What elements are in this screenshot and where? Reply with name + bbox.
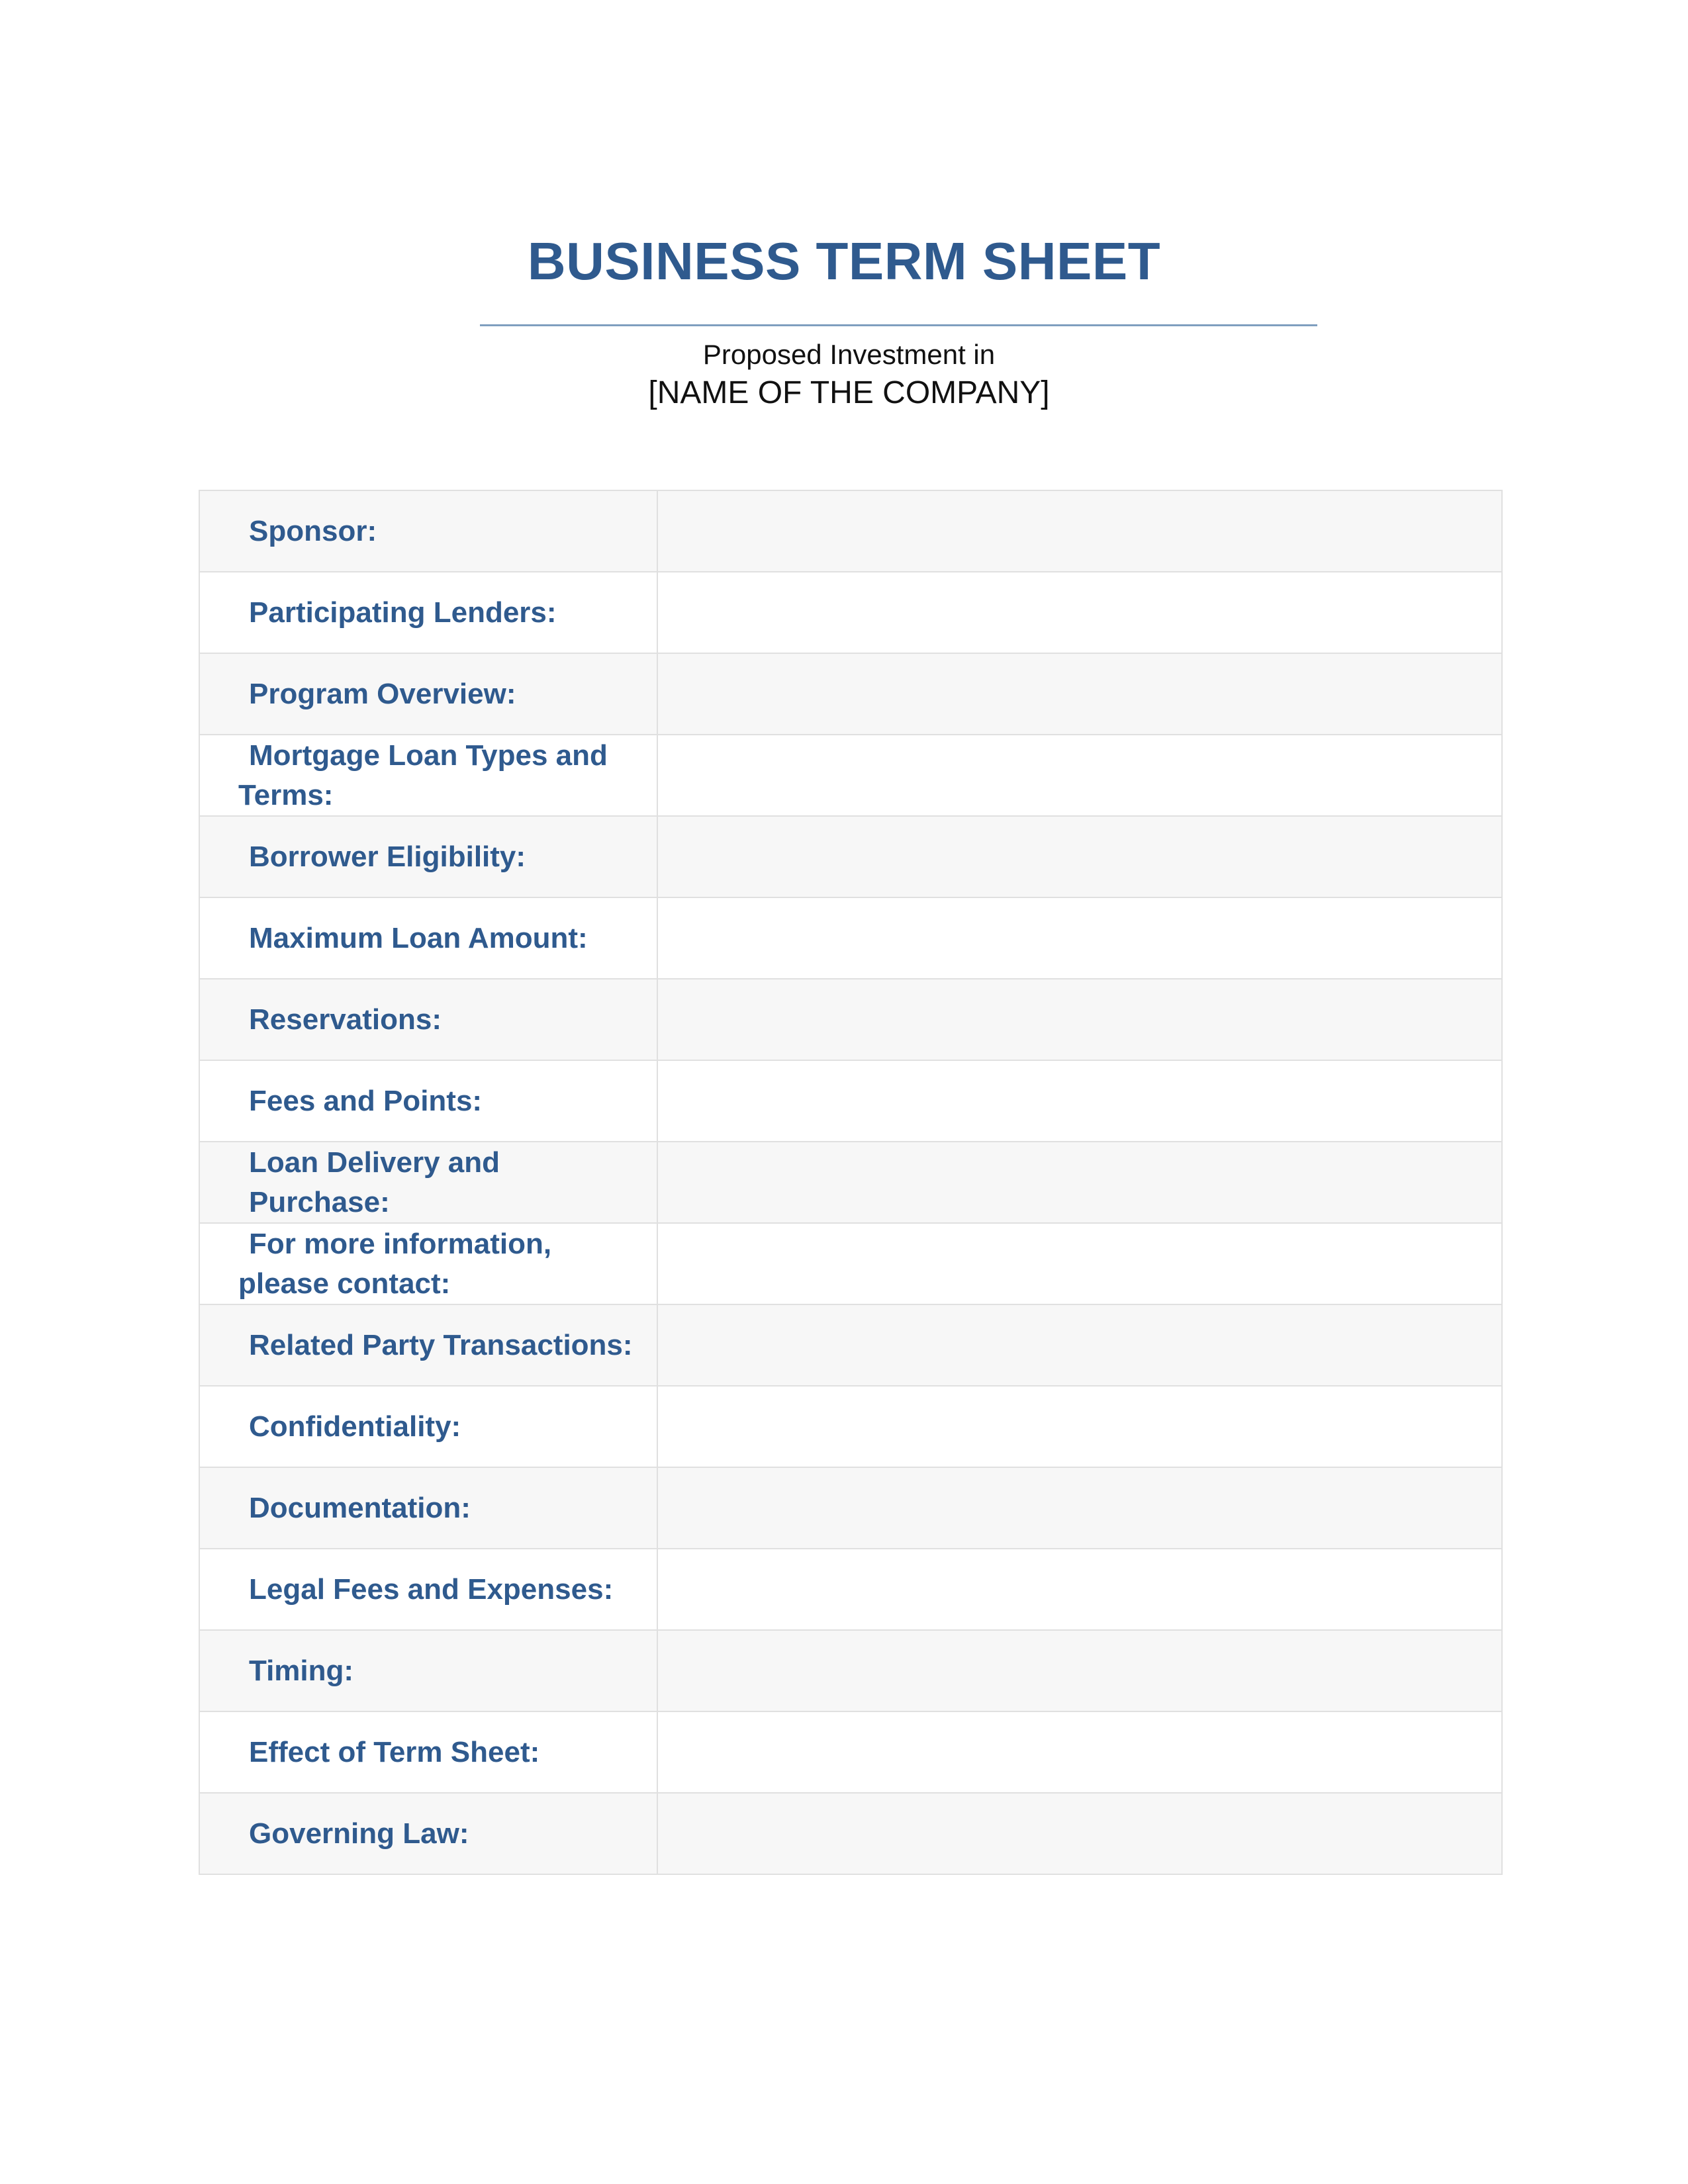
table-row xyxy=(199,1793,1502,1874)
term-value-cell[interactable] xyxy=(657,1223,1502,1304)
term-label: Maximum Loan Amount: xyxy=(249,921,588,954)
term-label-cell xyxy=(199,1467,657,1549)
term-label: For more information, please contact: xyxy=(238,1227,552,1300)
table-row xyxy=(199,1630,1502,1711)
term-label-cell xyxy=(199,735,657,816)
table-row xyxy=(199,1223,1502,1304)
term-label-cell xyxy=(199,572,657,653)
document-subtitle: Proposed Investment in xyxy=(702,339,996,370)
term-value-cell[interactable] xyxy=(657,1711,1502,1793)
term-label-cell xyxy=(199,1630,657,1711)
term-label: Documentation: xyxy=(249,1491,471,1524)
term-value-cell[interactable] xyxy=(657,1060,1502,1142)
table-row xyxy=(199,572,1502,653)
table-row xyxy=(199,653,1502,735)
term-value-cell[interactable] xyxy=(657,816,1502,897)
term-label-cell xyxy=(199,1386,657,1467)
term-label: Borrower Eligibility: xyxy=(249,840,526,873)
term-label: Fees and Points: xyxy=(249,1084,483,1117)
term-value-cell[interactable] xyxy=(657,653,1502,735)
term-label-cell xyxy=(199,1060,657,1142)
term-label: Participating Lenders: xyxy=(249,596,557,629)
term-label: Effect of Term Sheet: xyxy=(249,1735,540,1768)
table-row xyxy=(199,1060,1502,1142)
table-row xyxy=(199,1711,1502,1793)
term-label-cell xyxy=(199,1304,657,1386)
table-row xyxy=(199,1304,1502,1386)
term-label: Program Overview: xyxy=(249,677,516,710)
term-label-cell xyxy=(199,490,657,572)
term-label: Mortgage Loan Types and Terms: xyxy=(238,739,608,811)
term-value-cell[interactable] xyxy=(657,1793,1502,1874)
term-value-cell[interactable] xyxy=(657,1630,1502,1711)
term-value-cell[interactable] xyxy=(657,1386,1502,1467)
term-value-cell[interactable] xyxy=(657,1467,1502,1549)
table-row xyxy=(199,979,1502,1060)
document-title: BUSINESS TERM SHEET xyxy=(527,232,1161,291)
term-value-cell[interactable] xyxy=(657,897,1502,979)
table-row xyxy=(199,816,1502,897)
term-label: Confidentiality: xyxy=(249,1410,461,1443)
term-label: Timing: xyxy=(249,1654,354,1687)
term-value-cell[interactable] xyxy=(657,490,1502,572)
term-value-cell[interactable] xyxy=(657,1549,1502,1630)
term-label-cell xyxy=(199,653,657,735)
terms-table xyxy=(199,490,1503,1875)
table-row xyxy=(199,735,1502,816)
term-label-cell xyxy=(199,979,657,1060)
term-value-cell[interactable] xyxy=(657,572,1502,653)
table-row xyxy=(199,1386,1502,1467)
term-label: Legal Fees and Expenses: xyxy=(249,1572,614,1606)
term-label-cell xyxy=(199,1142,657,1223)
term-label: Sponsor: xyxy=(249,514,377,547)
term-label: Governing Law: xyxy=(249,1817,469,1850)
term-label-cell xyxy=(199,897,657,979)
term-value-cell[interactable] xyxy=(657,1142,1502,1223)
term-label-cell xyxy=(199,1223,657,1304)
term-label-cell xyxy=(199,1793,657,1874)
term-label-cell xyxy=(199,1711,657,1793)
table-row xyxy=(199,897,1502,979)
term-label: Related Party Transactions: xyxy=(249,1328,633,1361)
company-name-placeholder: [NAME OF THE COMPANY] xyxy=(648,375,1050,410)
table-row xyxy=(199,1549,1502,1630)
term-label: Reservations: xyxy=(249,1003,442,1036)
table-row xyxy=(199,1467,1502,1549)
table-row xyxy=(199,490,1502,572)
table-row xyxy=(199,1142,1502,1223)
term-value-cell[interactable] xyxy=(657,979,1502,1060)
term-label: Loan Delivery and Purchase: xyxy=(249,1146,500,1218)
term-value-cell[interactable] xyxy=(657,1304,1502,1386)
term-label-cell xyxy=(199,816,657,897)
term-label-cell xyxy=(199,1549,657,1630)
title-divider xyxy=(480,324,1317,326)
term-value-cell[interactable] xyxy=(657,735,1502,816)
